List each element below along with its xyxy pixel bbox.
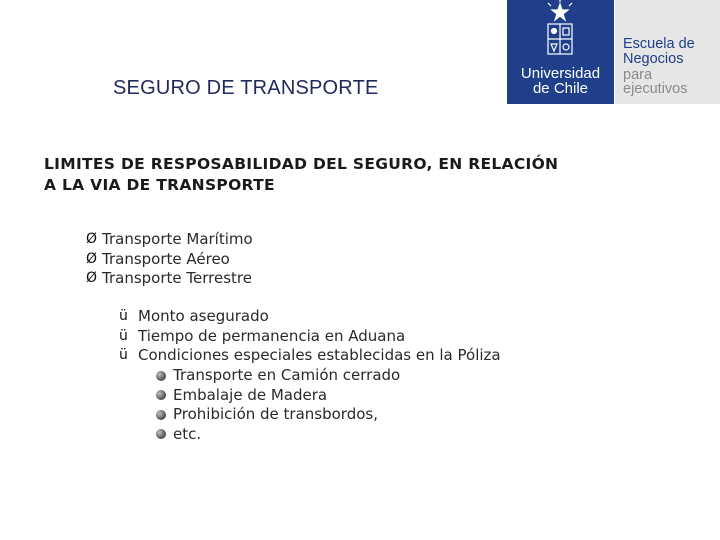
school-name-line1: Escuela de bbox=[623, 36, 695, 52]
school-name-line3: para bbox=[623, 67, 653, 83]
condition-label: Condiciones especiales establecidas en la Póliza bbox=[138, 346, 501, 364]
transport-mode-label: Transporte Marítimo bbox=[102, 230, 253, 248]
logo-blue-panel bbox=[507, 0, 614, 104]
university-name-line2: de Chile bbox=[532, 80, 589, 97]
list-item bbox=[156, 425, 400, 445]
transport-modes-list bbox=[86, 230, 253, 289]
round-bullet-icon bbox=[156, 390, 166, 400]
condition-label: Tiempo de permanencia en Aduana bbox=[138, 326, 406, 345]
special-condition-label: etc. bbox=[173, 424, 202, 443]
school-name-line2: Negocios bbox=[623, 51, 684, 67]
round-bullet-icon bbox=[156, 371, 166, 381]
round-bullet-icon bbox=[156, 410, 166, 420]
special-condition-label: Embalaje de Madera bbox=[173, 385, 328, 404]
heading-line-2: A LA VIA DE TRANSPORTE bbox=[44, 176, 275, 194]
conditions-list bbox=[119, 307, 501, 366]
school-name-line4: ejecutivos bbox=[623, 81, 688, 97]
list-item bbox=[86, 269, 253, 289]
check-bullet-icon: ü bbox=[119, 347, 128, 363]
arrow-bullet-icon: Ø bbox=[86, 231, 98, 247]
check-bullet-icon: ü bbox=[119, 308, 128, 324]
logo-gray-panel bbox=[615, 0, 720, 104]
university-name-line1: Universidad bbox=[520, 65, 601, 82]
university-logo bbox=[507, 0, 720, 104]
list-item bbox=[156, 386, 400, 406]
special-conditions-list bbox=[156, 366, 400, 444]
list-item bbox=[86, 230, 253, 250]
special-condition-label: Transporte en Camión cerrado bbox=[173, 366, 401, 384]
list-item bbox=[156, 405, 400, 425]
list-item bbox=[119, 307, 501, 327]
arrow-bullet-icon: Ø bbox=[86, 270, 98, 286]
heading-line-1: LIMITES DE RESPOSABILIDAD DEL SEGURO, EN RELACIÓN bbox=[44, 155, 559, 173]
list-item bbox=[119, 327, 501, 347]
star-crest-icon bbox=[507, 0, 614, 66]
round-bullet-icon bbox=[156, 429, 166, 439]
list-item bbox=[119, 346, 501, 366]
slide-title: SEGURO DE TRANSPORTE bbox=[113, 77, 379, 99]
list-item bbox=[156, 366, 400, 386]
check-bullet-icon: ü bbox=[119, 327, 128, 344]
condition-label: Monto asegurado bbox=[138, 307, 269, 325]
list-item bbox=[86, 250, 253, 270]
transport-mode-label: Transporte Aéreo bbox=[102, 249, 230, 268]
special-condition-label: Prohibición de transbordos, bbox=[173, 405, 378, 423]
section-heading bbox=[44, 154, 558, 196]
arrow-bullet-icon: Ø bbox=[86, 250, 98, 267]
transport-mode-label: Transporte Terrestre bbox=[102, 269, 252, 287]
